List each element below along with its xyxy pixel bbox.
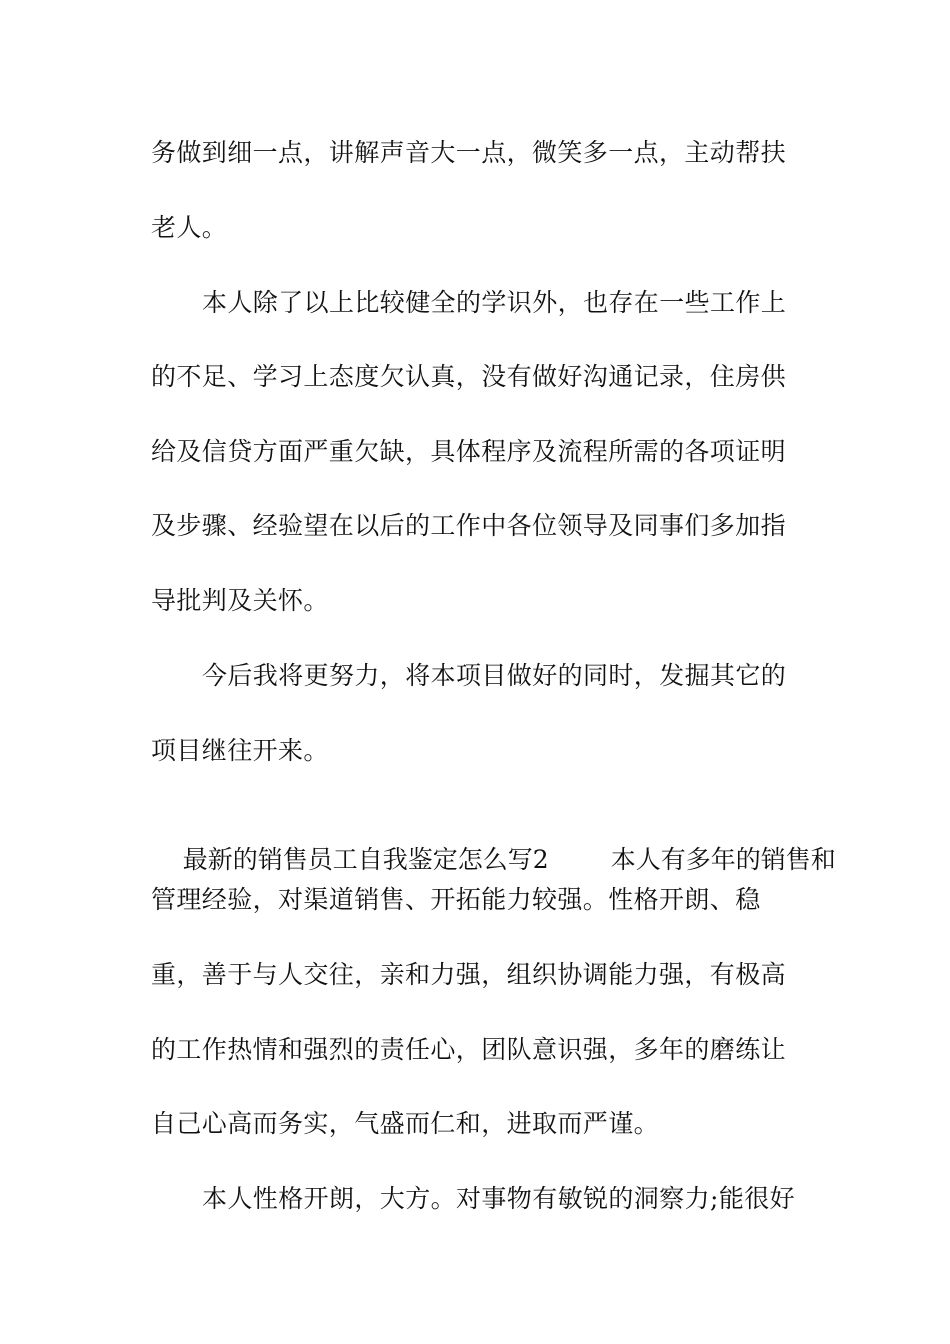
text-line: 重，善于与人交往，亲和力强，组织协调能力强，有极高 <box>151 960 787 989</box>
section-title-continuation: 本人有多年的销售和 <box>610 845 836 874</box>
text-line: 及步骤、经验望在以后的工作中各位领导及同事们多加指 <box>151 511 787 540</box>
section-title: 最新的销售员工自我鉴定怎么写2 <box>182 845 549 874</box>
paragraph-start-line: 本人除了以上比较健全的学识外，也存在一些工作上 <box>202 288 787 317</box>
text-line: 的不足、学习上态度欠认真，没有做好沟通记录，住房供 <box>151 362 787 391</box>
text-line: 导批判及关怀。 <box>151 586 329 615</box>
text-line: 务做到细一点，讲解声音大一点，微笑多一点，主动帮扶 <box>151 138 787 167</box>
text-line: 项目继往开来。 <box>151 736 329 765</box>
text-line: 的工作热情和强烈的责任心，团队意识强，多年的磨练让 <box>151 1035 787 1064</box>
text-line: 自己心高而务实，气盛而仁和，进取而严谨。 <box>151 1109 660 1138</box>
text-line: 给及信贷方面严重欠缺，具体程序及流程所需的各项证明 <box>151 437 787 466</box>
paragraph-start-line: 今后我将更努力，将本项目做好的同时，发掘其它的 <box>202 661 787 690</box>
text-line: 管理经验，对渠道销售、开拓能力较强。性格开朗、稳 <box>151 885 761 914</box>
text-line: 老人。 <box>151 213 228 242</box>
paragraph-start-line: 本人性格开朗，大方。对事物有敏锐的洞察力;能很好 <box>202 1184 796 1213</box>
